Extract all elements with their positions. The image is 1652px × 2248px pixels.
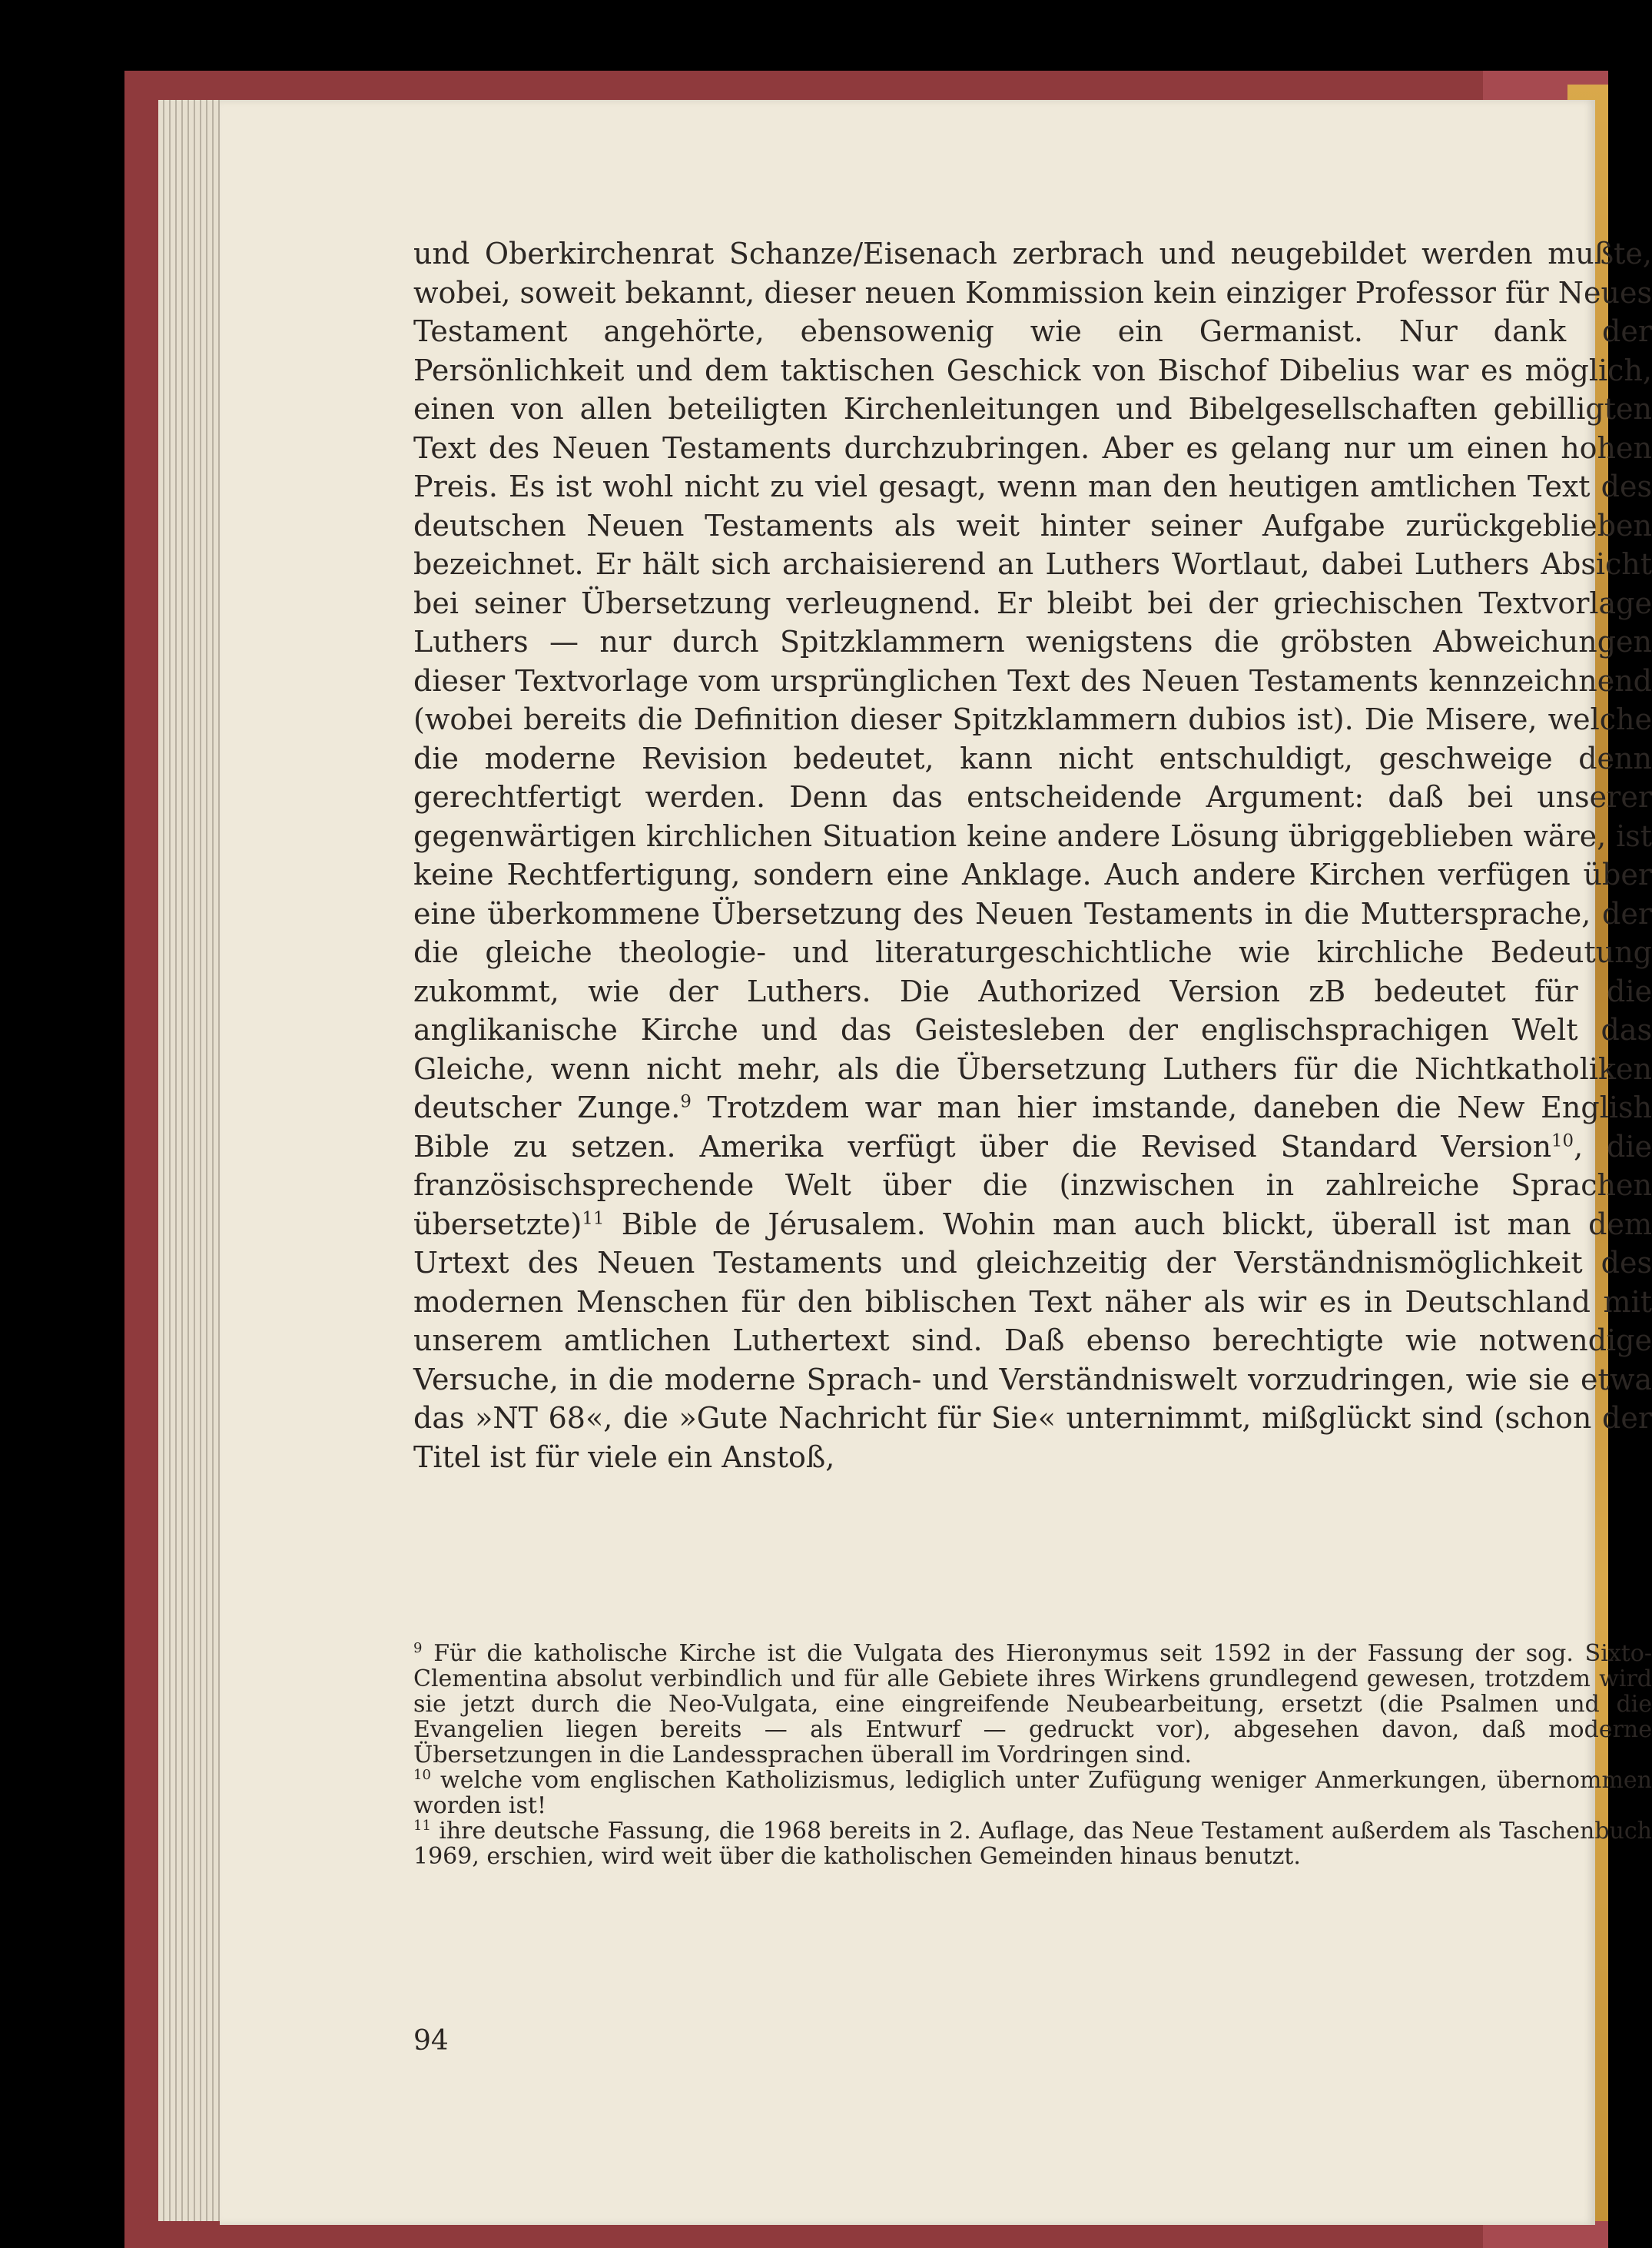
footnote-mark: 9 — [413, 1640, 423, 1656]
body-text-part-4: Bible de Jérusalem. Wohin man auch blickt, überall ist man dem Urtext des Neuen Testaments und gleichzeitig der Verständnismöglichkeit des modernen Menschen für den biblischen Text näher als wir es in Deutschland mit unserem amtlichen Luthertext sind. Daß ebenso berechtigte wie notwendige Versuche, in die moderne Sprach- und Verständniswelt vorzudringen, wie sie etwa das »NT 68«, die »Gute Nachricht für Sie« unternimmt, mißglückt sind (schon der Titel ist für viele ein Anstoß, — [413, 1207, 1652, 1474]
body-text-part-1: und Oberkirchenrat Schanze/Eisenach zerbrach und neugebildet werden mußte, wobei, soweit bekannt, dieser neuen Kommission kein einziger Professor für Neues Testament angehörte, ebensowenig wie ein Germanist. Nur dank der Persönlichkeit und dem taktischen Geschick von Bischof Dibelius war es möglich, einen von allen beteiligten Kirchenleitungen und Bibelgesellschaften gebilligten Text des Neuen Testaments durchzubringen. Aber es gelang nur um einen hohen Preis. Es ist wohl nicht zu viel gesagt, wenn man den heutigen amtlichen Text des deutschen Neuen Testaments als weit hinter seiner Aufgabe zurückgeblieben bezeichnet. Er hält sich archaisierend an Luthers Wortlaut, dabei Luthers Absicht bei seiner Übersetzung verleugnend. Er bleibt bei der griechischen Textvorlage Luthers — nur durch Spitzklammern wenigstens die gröbsten Abweichungen dieser Textvorlage vom ursprünglichen Text des Neuen Testaments kennzeichnend (wobei bereits die Definition dieser Spitzklammern dubios ist). Die Misere, welche die moderne Revision bedeutet, kann nicht entschuldigt, geschweige denn gerechtfertigt werden. Denn das entscheidende Argument: daß bei unserer gegenwärtigen kirchlichen Situation keine andere Lösung übriggeblieben wäre, ist keine Rechtfertigung, sondern eine Anklage. Auch andere Kirchen verfügen über eine überkommene Übersetzung des Neuen Testaments in die Muttersprache, der die gleiche theologie- und literaturgeschichtliche wie kirchliche Bedeutung zukommt, wie der Luthers. Die Authorized Version zB bedeutet für die anglikanische Kirche und das Geistesleben der englischsprachigen Welt das Gleiche, wenn nicht mehr, als die Übersetzung Luthers für die Nichtkatholiken deutscher Zunge. — [413, 237, 1652, 1124]
footnote-ref-9: 9 — [680, 1091, 692, 1112]
book-page — [220, 100, 1652, 2225]
footnote-11 — [413, 1818, 1652, 1869]
footnote-mark: 10 — [413, 1767, 431, 1783]
footnote-text: welche vom englischen Katholizismus, lediglich unter Zufügung weniger Anmerkungen, übernommen worden ist! — [413, 1767, 1652, 1819]
footnote-10 — [413, 1768, 1652, 1818]
footnote-mark: 11 — [413, 1818, 431, 1834]
body-text-part-3: , die französischsprechende Welt über die (inzwischen in zahlreiche Sprachen übersetzte) — [413, 1129, 1652, 1241]
footnote-text: ihre deutsche Fassung, die 1968 bereits in 2. Auflage, das Neue Testament außerdem als Taschenbuch 1969, erschien, wird weit über die katholischen Gemeinden hinaus benutzt. — [413, 1818, 1652, 1870]
footnote-ref-10: 10 — [1551, 1130, 1574, 1151]
page-stack-edges — [158, 100, 220, 2221]
body-text — [413, 234, 1652, 1476]
footnotes — [413, 1641, 1652, 1869]
footnote-ref-11: 11 — [582, 1207, 605, 1228]
footnote-text: Für die katholische Kirche ist die Vulgata des Hieronymus seit 1592 in der Fassung der sog. Sixto-Clementina absolut verbindlich und für alle Gebiete ihres Wirkens grundlegend gewesen, trotzdem wird sie jetzt durch die Neo-Vulgata, eine eingreifende Neubearbeitung, ersetzt (die Psalmen und die Evangelien liegen bereits — als Entwurf — gedruckt vor), abgesehen davon, daß moderne Übersetzungen in die Landessprachen überall im Vordringen sind. — [413, 1640, 1652, 1768]
footnote-9 — [413, 1641, 1652, 1768]
body-text-part-2: Trotzdem war man hier imstande, daneben die New English Bible zu setzen. Amerika verfügt über die Revised Standard Version — [413, 1091, 1652, 1164]
page-number: 94 — [413, 2025, 449, 2057]
